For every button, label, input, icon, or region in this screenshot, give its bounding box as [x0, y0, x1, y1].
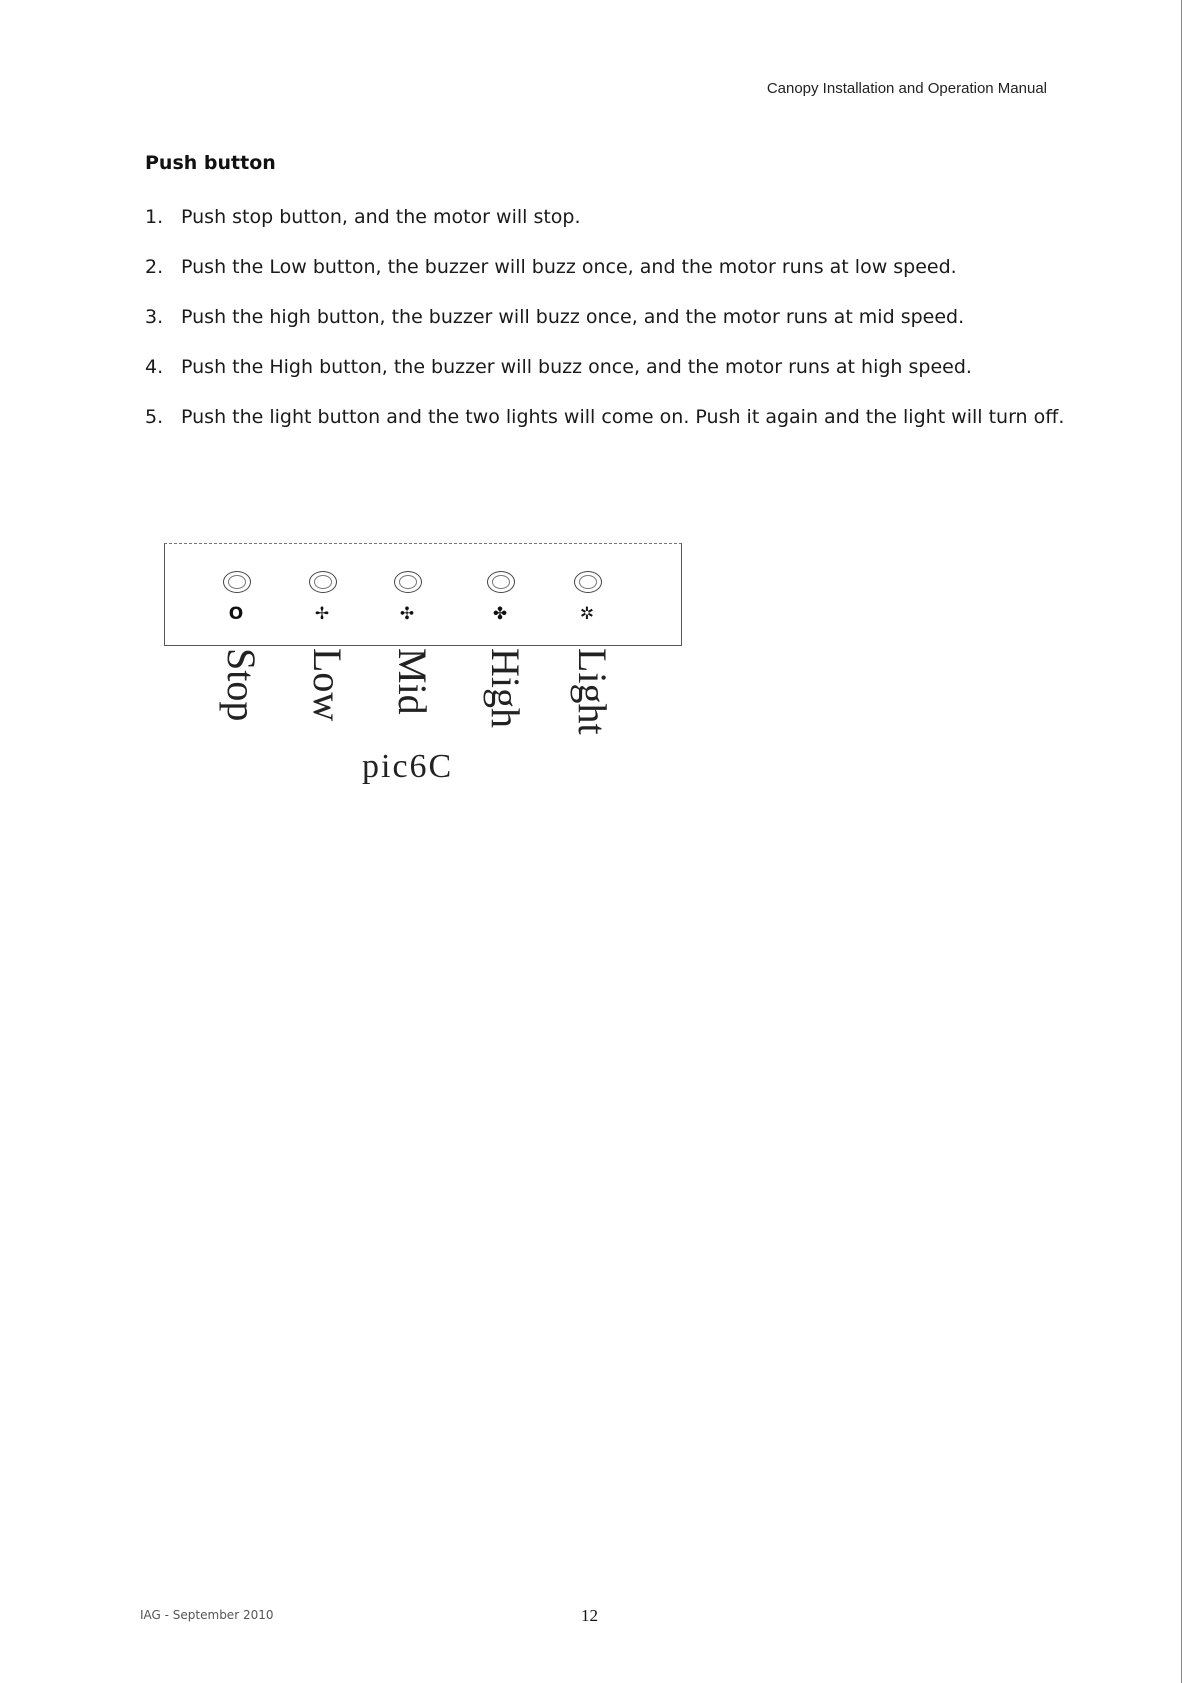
label-mid: Mid — [390, 648, 435, 715]
stop-button-icon — [223, 571, 251, 593]
label-low: Low — [305, 648, 350, 722]
step-text: Push the high button, the buzzer will buzz once, and the motor runs at mid speed. — [181, 306, 965, 328]
label-light: Light — [570, 648, 615, 735]
light-bulb-icon: ✲ — [579, 604, 595, 624]
step-item — [145, 405, 1065, 429]
low-button-icon — [309, 571, 337, 593]
mid-button-icon — [394, 571, 422, 593]
control-panel-diagram — [164, 543, 682, 646]
page-header: Canopy Installation and Operation Manual — [766, 80, 1047, 97]
step-item — [145, 255, 1065, 279]
power-symbol-icon: O — [228, 604, 244, 624]
step-number: 4. — [145, 356, 164, 378]
step-number: 3. — [145, 306, 164, 328]
step-text: Push the light button and the two lights will come on. Push it again and the light will turn off. — [181, 406, 1065, 428]
fan-mid-icon: ✣ — [399, 604, 415, 624]
fan-low-icon: ✢ — [314, 604, 330, 624]
step-text: Push the High button, the buzzer will buzz once, and the motor runs at high speed. — [181, 356, 972, 378]
step-number: 2. — [145, 256, 164, 278]
step-text: Push the Low button, the buzzer will buzz once, and the motor runs at low speed. — [181, 256, 957, 278]
section-title: Push button — [145, 152, 276, 174]
label-stop: Stop — [219, 648, 264, 722]
step-text: Push stop button, and the motor will stop. — [181, 206, 581, 228]
page-edge-line — [1181, 0, 1182, 1683]
light-button-icon — [574, 571, 602, 593]
footer-date: IAG - September 2010 — [140, 1608, 274, 1622]
step-item — [145, 305, 1065, 329]
high-button-icon — [487, 571, 515, 593]
figure-caption: pic6C — [362, 748, 454, 785]
step-item — [145, 355, 1065, 379]
page-number: 12 — [581, 1606, 598, 1625]
steps-list — [145, 205, 1065, 455]
fan-high-icon: ✤ — [492, 604, 508, 624]
label-high: High — [483, 648, 528, 728]
step-number: 5. — [145, 406, 164, 428]
step-item — [145, 205, 1065, 229]
step-number: 1. — [145, 206, 164, 228]
